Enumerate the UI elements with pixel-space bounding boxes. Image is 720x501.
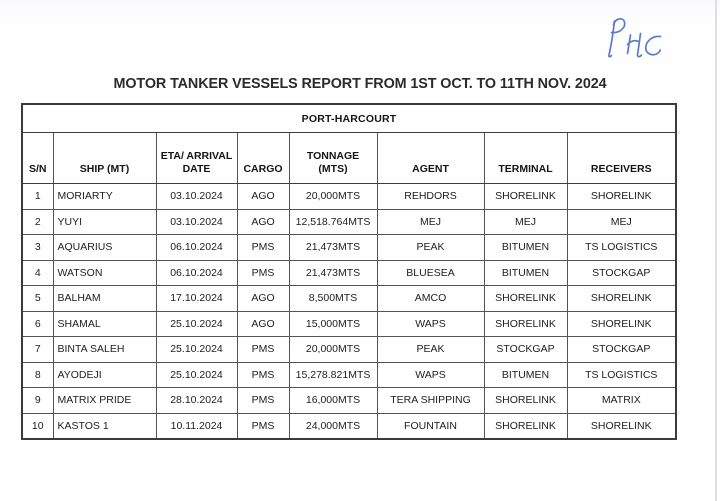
cell-agent: WAPS [377,311,484,337]
column-header-eta: ETA/ ARRIVAL DATE [156,133,237,184]
table-row [22,235,676,261]
cell-tonnage: 20,000MTS [289,337,377,363]
cell-ship-name: WATSON [53,260,156,286]
region-title: PORT-HARCOURT [22,104,676,133]
cell-ship-name: SHAMAL [53,311,156,337]
cell-agent: PEAK [377,337,484,363]
cell-agent: BLUESEA [377,260,484,286]
cell-serial-number: 1 [22,184,53,210]
cell-cargo: PMS [237,337,289,363]
cell-agent: TERA SHIPPING [377,388,484,414]
phc-handwriting-annotation [597,14,677,64]
cell-serial-number: 5 [22,286,53,312]
cell-tonnage: 8,500MTS [289,286,377,312]
cell-agent: FOUNTAIN [377,413,484,439]
cell-receivers: SHORELINK [567,184,676,210]
cell-agent: MEJ [377,209,484,235]
cell-agent: REHDORS [377,184,484,210]
cell-eta-date: 03.10.2024 [156,209,237,235]
cell-terminal: SHORELINK [484,413,567,439]
cell-serial-number: 9 [22,388,53,414]
cell-agent: AMCO [377,286,484,312]
cell-agent: PEAK [377,235,484,261]
cell-eta-date: 10.11.2024 [156,413,237,439]
column-header-row [22,133,676,184]
cell-ship-name: KASTOS 1 [53,413,156,439]
table-row [22,362,676,388]
cell-tonnage: 21,473MTS [289,235,377,261]
cell-tonnage: 20,000MTS [289,184,377,210]
cell-terminal: MEJ [484,209,567,235]
cell-cargo: PMS [237,388,289,414]
cell-terminal: BITUMEN [484,235,567,261]
cell-serial-number: 8 [22,362,53,388]
column-header-cargo: CARGO [237,133,289,184]
cell-eta-date: 06.10.2024 [156,235,237,261]
cell-ship-name: AQUARIUS [53,235,156,261]
vessel-report-table [21,103,677,440]
cell-receivers: STOCKGAP [567,260,676,286]
cell-eta-date: 28.10.2024 [156,388,237,414]
cell-ship-name: YUYI [53,209,156,235]
cell-terminal: SHORELINK [484,286,567,312]
column-header-terminal: TERMINAL [484,133,567,184]
cell-cargo: PMS [237,362,289,388]
cell-terminal: SHORELINK [484,388,567,414]
cell-ship-name: BALHAM [53,286,156,312]
cell-eta-date: 25.10.2024 [156,311,237,337]
cell-serial-number: 7 [22,337,53,363]
cell-serial-number: 10 [22,413,53,439]
table-row [22,337,676,363]
cell-cargo: AGO [237,286,289,312]
vessel-rows [22,184,676,440]
cell-tonnage: 21,473MTS [289,260,377,286]
column-header-sn: S/N [22,133,53,184]
cell-tonnage: 16,000MTS [289,388,377,414]
cell-eta-date: 25.10.2024 [156,362,237,388]
column-header-tonnage: TONNAGE (MTS) [289,133,377,184]
cell-receivers: MEJ [567,209,676,235]
cell-ship-name: MATRIX PRIDE [53,388,156,414]
cell-ship-name: AYODEJI [53,362,156,388]
column-header-ship: SHIP (MT) [53,133,156,184]
cell-cargo: PMS [237,413,289,439]
region-title-row [22,104,676,133]
cell-serial-number: 4 [22,260,53,286]
cell-ship-name: BINTA SALEH [53,337,156,363]
table-row [22,286,676,312]
cell-eta-date: 25.10.2024 [156,337,237,363]
cell-receivers: SHORELINK [567,413,676,439]
column-header-agent: AGENT [377,133,484,184]
cell-cargo: AGO [237,311,289,337]
cell-terminal: BITUMEN [484,260,567,286]
cell-tonnage: 24,000MTS [289,413,377,439]
table-row [22,260,676,286]
cell-receivers: SHORELINK [567,311,676,337]
cell-cargo: AGO [237,184,289,210]
cell-eta-date: 03.10.2024 [156,184,237,210]
column-header-receivers: RECEIVERS [567,133,676,184]
cell-cargo: PMS [237,260,289,286]
cell-terminal: BITUMEN [484,362,567,388]
cell-terminal: SHORELINK [484,184,567,210]
cell-tonnage: 15,278.821MTS [289,362,377,388]
cell-terminal: STOCKGAP [484,337,567,363]
table-row [22,184,676,210]
cell-eta-date: 17.10.2024 [156,286,237,312]
cell-agent: WAPS [377,362,484,388]
cell-tonnage: 12,518.764MTS [289,209,377,235]
cell-ship-name: MORIARTY [53,184,156,210]
cell-serial-number: 2 [22,209,53,235]
cell-receivers: TS LOGISTICS [567,235,676,261]
cell-receivers: MATRIX [567,388,676,414]
cell-serial-number: 6 [22,311,53,337]
cell-terminal: SHORELINK [484,311,567,337]
cell-cargo: PMS [237,235,289,261]
table-row [22,413,676,439]
table-row [22,388,676,414]
cell-receivers: STOCKGAP [567,337,676,363]
cell-cargo: AGO [237,209,289,235]
cell-eta-date: 06.10.2024 [156,260,237,286]
table-row [22,209,676,235]
table-row [22,311,676,337]
cell-serial-number: 3 [22,235,53,261]
report-title: MOTOR TANKER VESSELS REPORT FROM 1ST OCT. TO 11TH NOV. 2024 [113,75,607,92]
cell-tonnage: 15,000MTS [289,311,377,337]
cell-receivers: TS LOGISTICS [567,362,676,388]
cell-receivers: SHORELINK [567,286,676,312]
